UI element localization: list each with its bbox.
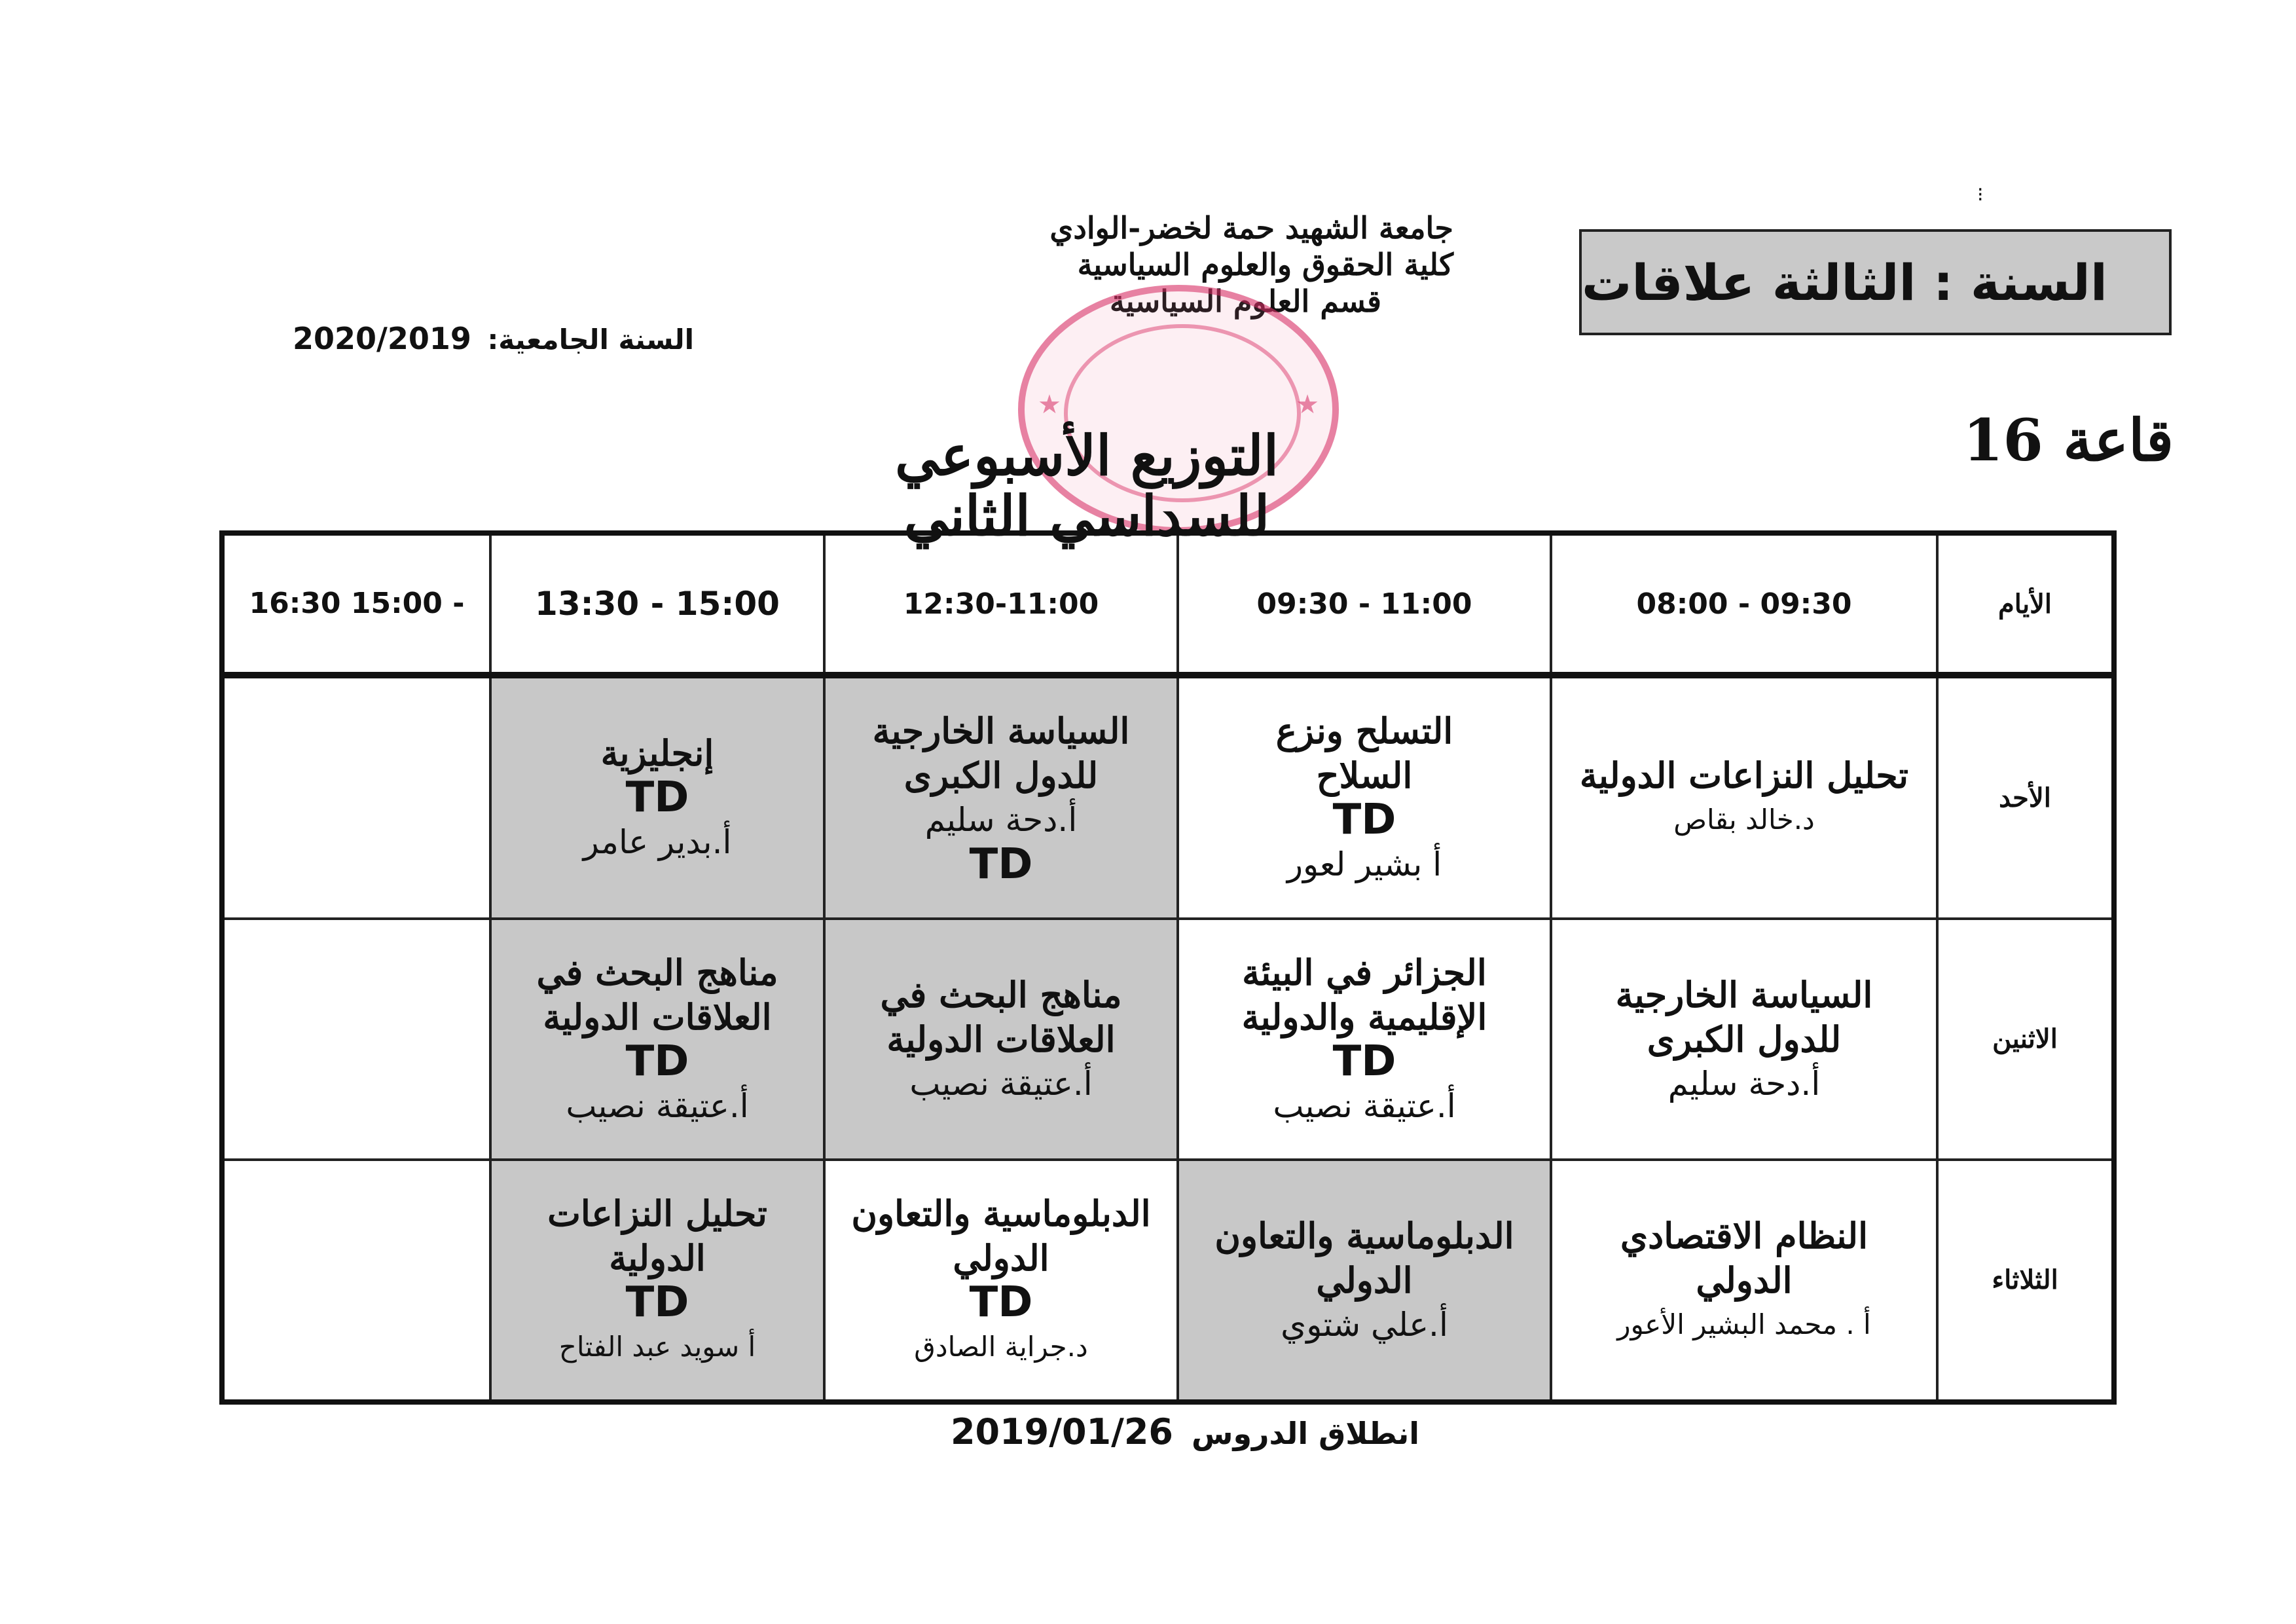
schedule-cell: [1551, 675, 1937, 919]
subject: مناهج البحث في العلاقات الدولية: [536, 951, 778, 1038]
department-name: قسم العلوم السياسية: [1110, 284, 1381, 319]
schedule-cell: [1178, 1160, 1551, 1402]
teacher: د.خالد بقاص: [1673, 803, 1815, 836]
subject: تحليل النزاعات الدولية: [1579, 754, 1909, 797]
academic-year: [236, 321, 694, 356]
schedule-cell-empty: [222, 1160, 490, 1402]
session-type: TD: [1332, 796, 1396, 845]
year-level-label: السنة : الثالثة علاقات: [1582, 253, 2107, 312]
teacher: أ.عتيقة نصيب: [1273, 1086, 1456, 1125]
subject: الدبلوماسية والتعاون الدولي: [851, 1192, 1151, 1279]
day-cell: الاثنين: [1937, 919, 2114, 1160]
margin-mark: ⁝: [1977, 183, 1984, 206]
session-type: TD: [625, 1037, 689, 1086]
start-date: 2019/01/26: [950, 1411, 1173, 1452]
courses-start: [930, 1411, 1440, 1452]
session-type: TD: [1332, 1037, 1396, 1086]
table-row: [222, 675, 2114, 919]
teacher: أ.دحة سليم: [1667, 1064, 1821, 1103]
title-line-2: للسداسي الثاني: [903, 483, 1270, 548]
title-line-1: التوزيع الأسبوعي: [894, 423, 1279, 488]
subject: السياسة الخارجية للدول الكبرى: [872, 710, 1130, 797]
days-header: الأيام: [1937, 533, 2114, 675]
teacher: أ.علي شتوي: [1281, 1305, 1448, 1344]
teacher: أ بشير لعور: [1286, 845, 1442, 884]
subject: مناهج البحث في العلاقات الدولية: [880, 973, 1122, 1060]
page-title: [707, 423, 1467, 548]
day-cell: الثلاثاء: [1937, 1160, 2114, 1402]
teacher: أ سويد عبد الفتاح: [558, 1330, 756, 1363]
subject: تحليل النزاعات الدولية: [547, 1192, 767, 1279]
session-type: TD: [625, 1278, 689, 1327]
time-slot-header: 11:00 - 09:30: [1178, 533, 1551, 675]
schedule-cell: [1178, 675, 1551, 919]
schedule-cell-empty: [222, 675, 490, 919]
weekly-schedule-table: [219, 530, 2111, 1405]
schedule-cell-empty: [222, 919, 490, 1160]
time-slot-header: 09:30 - 08:00: [1551, 533, 1937, 675]
teacher: أ.بدير عامر: [583, 823, 732, 862]
time-slot-header: 15:00 - 13:30: [490, 533, 824, 675]
table-header-row: [222, 533, 2114, 675]
stamp-star-icon: ★: [1038, 390, 1061, 420]
stamp-star-icon: ★: [1296, 390, 1319, 420]
schedule-cell: [824, 919, 1178, 1160]
schedule-cell: [1178, 919, 1551, 1160]
schedule-cell: [490, 919, 824, 1160]
academic-year-label: السنة الجامعية:: [487, 323, 694, 356]
teacher: أ.دحة سليم: [924, 801, 1078, 840]
subject: السياسة الخارجية للدول الكبرى: [1615, 973, 1873, 1060]
table-row: [222, 919, 2114, 1160]
teacher: أ . محمد البشير الأعور: [1617, 1308, 1871, 1340]
schedule-cell: [1551, 1160, 1937, 1402]
teacher: أ.عتيقة نصيب: [566, 1086, 749, 1125]
schedule-cell: [824, 675, 1178, 919]
subject: الجزائر في البيئة الإقليمية والدولية: [1241, 951, 1487, 1038]
faculty-name: كلية الحقوق والعلوم السياسية: [1077, 247, 1453, 282]
subject: الدبلوماسية والتعاون الدولي: [1214, 1214, 1514, 1301]
time-slot-header: - 15:00 16:30: [222, 533, 490, 675]
subject: النظام الاقتصادي الدولي: [1620, 1214, 1868, 1301]
session-type: TD: [969, 1278, 1033, 1327]
subject: التسلح ونزع السلاح: [1275, 710, 1453, 797]
schedule-cell: [490, 675, 824, 919]
session-type: TD: [969, 840, 1033, 889]
start-label: انطلاق الدروس: [1191, 1416, 1420, 1451]
day-cell: الأحد: [1937, 675, 2114, 919]
table-row: [222, 1160, 2114, 1402]
room-number: قاعة 16: [1963, 406, 2174, 474]
university-name: جامعة الشهيد حمة لخضر-الوادي: [1049, 210, 1453, 246]
teacher: د.جراية الصادق: [914, 1330, 1088, 1363]
session-type: TD: [625, 773, 689, 822]
academic-year-value: 2020/2019: [293, 321, 471, 356]
schedule-cell: [490, 1160, 824, 1402]
teacher: أ.عتيقة نصيب: [909, 1064, 1093, 1103]
schedule-cell: [1551, 919, 1937, 1160]
year-level-box: [1579, 229, 2172, 335]
time-slot-header: 12:30-11:00: [824, 533, 1178, 675]
schedule-cell: [824, 1160, 1178, 1402]
subject: إنجليزية: [600, 732, 714, 775]
